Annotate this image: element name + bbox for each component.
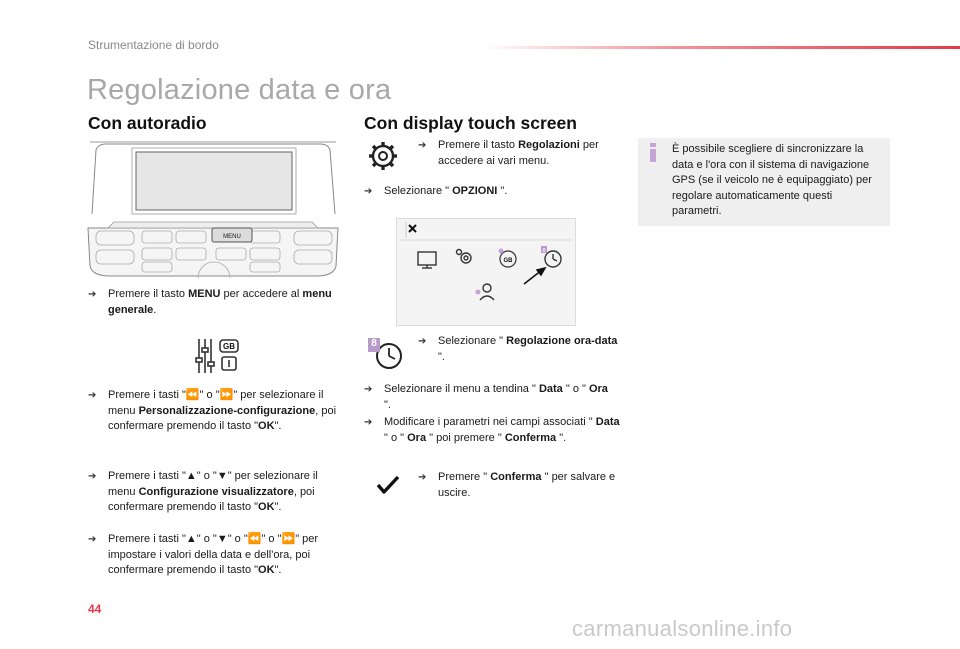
- right-step-regolazione-ora-data: ➔ Selezionare " Regolazione ora-data ".: [418, 335, 618, 363]
- sliders-language-icon: [194, 336, 240, 376]
- gb-label: GB: [223, 342, 235, 351]
- left-step-2: ➔ Premere i tasti "⏪" o "⏩" per selezionare il menu Personalizzazione-configurazione, poi confermare premendo il tasto "OK".: [88, 389, 337, 432]
- section-heading-autoradio: Con autoradio: [88, 113, 207, 133]
- pointer-arrow: [524, 268, 545, 284]
- right-step-regolazioni: ➔ Premere il tasto Regolazioni per accedere ai vari menu.: [418, 139, 599, 167]
- radio-menu-key-label: MENU: [223, 234, 241, 240]
- bullet-icon: ➔: [88, 390, 97, 401]
- bullet-icon: ➔: [418, 336, 427, 347]
- watermark: carmanualsonline.info: [572, 616, 793, 641]
- info-text: È possibile scegliere di sincronizzare la data e l'ora con il sistema di navigazione GPS (se il veicolo ne è equipaggiato) per regolare automaticamente questi parametri.: [672, 143, 872, 217]
- small-gear-icon: [457, 250, 472, 264]
- bullet-icon: ➔: [418, 472, 427, 483]
- bullet-icon: ➔: [88, 289, 97, 300]
- clock-icon: [545, 251, 561, 267]
- bullet-icon: ➔: [364, 186, 373, 197]
- left-step-3: ➔ Premere i tasti "▲" o "▼" per selezionare il menu Configurazione visualizzatore, poi confermare premendo il tasto "OK".: [88, 470, 318, 513]
- left-step-4: ➔ Premere i tasti "▲" o "▼" o "⏪" o "⏩" per impostare i valori della data e dell'ora, poi confermare premendo il tasto "OK".: [88, 533, 319, 576]
- bullet-icon: ➔: [88, 534, 97, 545]
- left-step-1: ➔ Premere il tasto MENU per accedere al menu generale.: [88, 288, 332, 316]
- right-step-menu-tendina: ➔ Selezionare il menu a tendina " Data " o " Ora ".: [364, 383, 608, 411]
- touch-screen-options-icons: [396, 218, 576, 326]
- gear-icon: [366, 139, 400, 173]
- screen-badge-8: 8: [542, 248, 546, 254]
- running-head: Strumentazione di bordo: [88, 38, 219, 52]
- right-step-modificare: ➔ Modificare i parametri nei campi associati " Data " o " Ora " poi premere " Conferma ".: [364, 416, 620, 444]
- info-icon: [648, 143, 658, 162]
- display-icon: [418, 252, 436, 268]
- header-accent-bar: [480, 46, 960, 49]
- close-icon: [409, 225, 416, 232]
- bullet-icon: ➔: [418, 140, 427, 151]
- bullet-icon: ➔: [88, 471, 97, 482]
- page-title: Regolazione data e ora: [87, 74, 392, 106]
- badge-8: 8: [371, 338, 377, 349]
- bullet-icon: ➔: [364, 417, 373, 428]
- screen-gb-label: GB: [503, 258, 513, 264]
- section-heading-touch-screen: Con display touch screen: [364, 113, 577, 133]
- page-number: 44: [88, 602, 102, 616]
- right-step-opzioni: ➔ Selezionare " OPZIONI ".: [364, 184, 614, 200]
- car-radio-illustration: [86, 136, 341, 278]
- bullet-icon: ➔: [364, 384, 373, 395]
- right-step-conferma: ➔ Premere " Conferma " per salvare e uscire.: [418, 471, 616, 499]
- user-icon: [476, 284, 495, 300]
- check-icon: [376, 475, 400, 495]
